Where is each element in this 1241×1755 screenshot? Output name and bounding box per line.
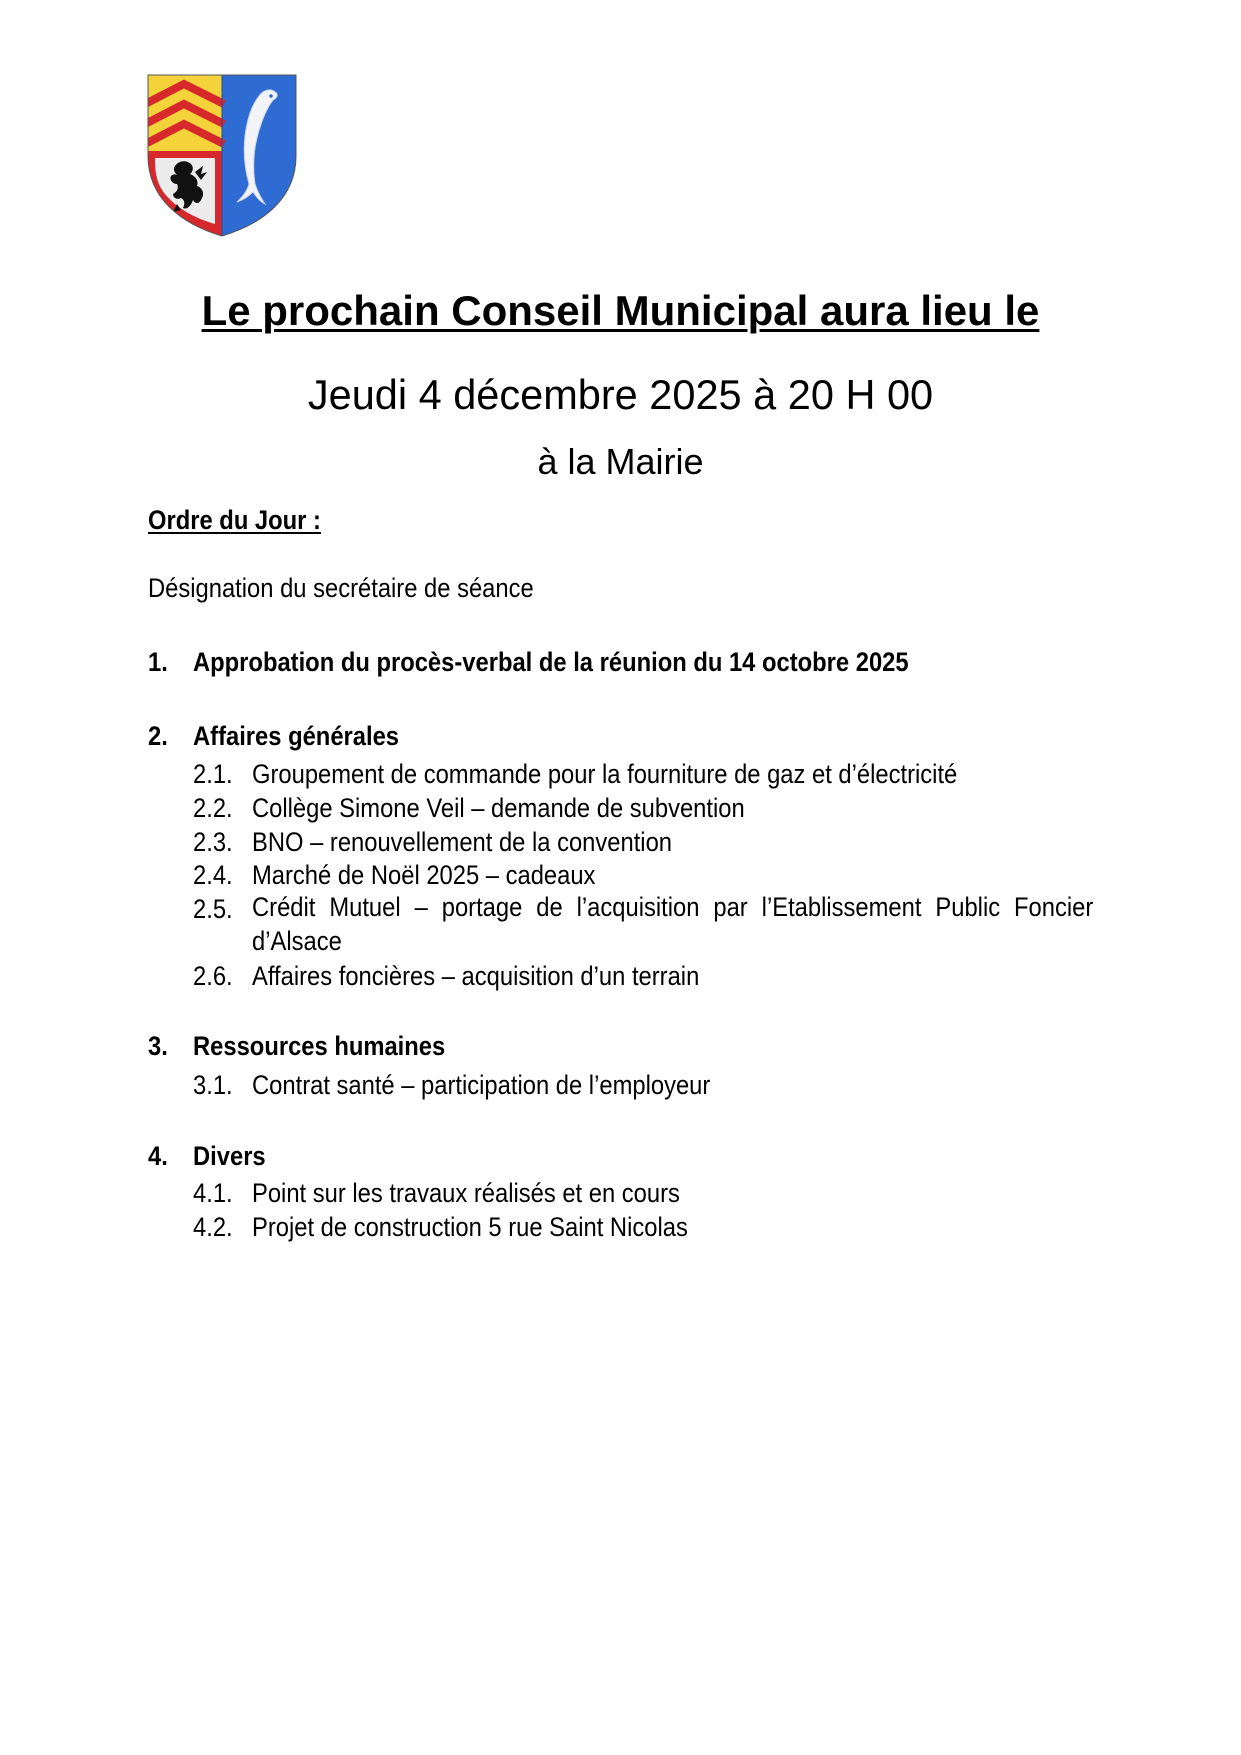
item-label: Divers xyxy=(193,1141,266,1171)
subitem-label: Groupement de commande pour la fourniture de gaz et d’électricité xyxy=(252,759,958,789)
item-label: Approbation du procès-verbal de la réunion du 14 octobre 2025 xyxy=(193,647,909,677)
item-number: 1. xyxy=(148,647,168,677)
subitem-number: 2.5. xyxy=(193,894,233,924)
item-number: 2. xyxy=(148,721,168,751)
subitem-label: Affaires foncières – acquisition d’un terrain xyxy=(252,961,700,991)
subitem-label: Crédit Mutuel – portage de l’acquisition par l’Etablissement Public Foncier d’Alsace xyxy=(252,892,1094,956)
meeting-date: Jeudi 4 décembre 2025 à 20 H 00 xyxy=(307,371,934,418)
subitem-number: 2.2. xyxy=(193,793,233,823)
subitem-label: Collège Simone Veil – demande de subvention xyxy=(252,793,745,823)
agenda-intro: Désignation du secrétaire de séance xyxy=(148,573,534,603)
subitem-number: 4.2. xyxy=(193,1212,233,1242)
subitem-label: Contrat santé – participation de l’employeur xyxy=(252,1070,711,1100)
title-text: Le prochain Conseil Municipal aura lieu le xyxy=(201,287,1040,334)
agenda-heading: Ordre du Jour : xyxy=(148,505,321,535)
meeting-place: à la Mairie xyxy=(537,441,704,482)
subitem-label: Projet de construction 5 rue Saint Nicolas xyxy=(252,1212,688,1242)
subitem-number: 2.4. xyxy=(193,860,233,890)
subitem-number: 4.1. xyxy=(193,1178,233,1208)
subitem-label: Point sur les travaux réalisés et en cours xyxy=(252,1178,680,1208)
subitem-number: 2.3. xyxy=(193,827,233,857)
subitem-number: 2.6. xyxy=(193,961,233,991)
subitem-number: 3.1. xyxy=(193,1070,233,1100)
item-label: Affaires générales xyxy=(193,721,400,751)
item-label: Ressources humaines xyxy=(193,1031,446,1061)
subitem-label: Marché de Noël 2025 – cadeaux xyxy=(252,860,596,890)
subitem-label: BNO – renouvellement de la convention xyxy=(252,827,673,857)
page-title xyxy=(0,287,1241,334)
item-number: 3. xyxy=(148,1031,168,1061)
subitem-number: 2.1. xyxy=(193,759,233,789)
item-number: 4. xyxy=(148,1141,168,1171)
coat-of-arms-logo xyxy=(147,74,297,237)
